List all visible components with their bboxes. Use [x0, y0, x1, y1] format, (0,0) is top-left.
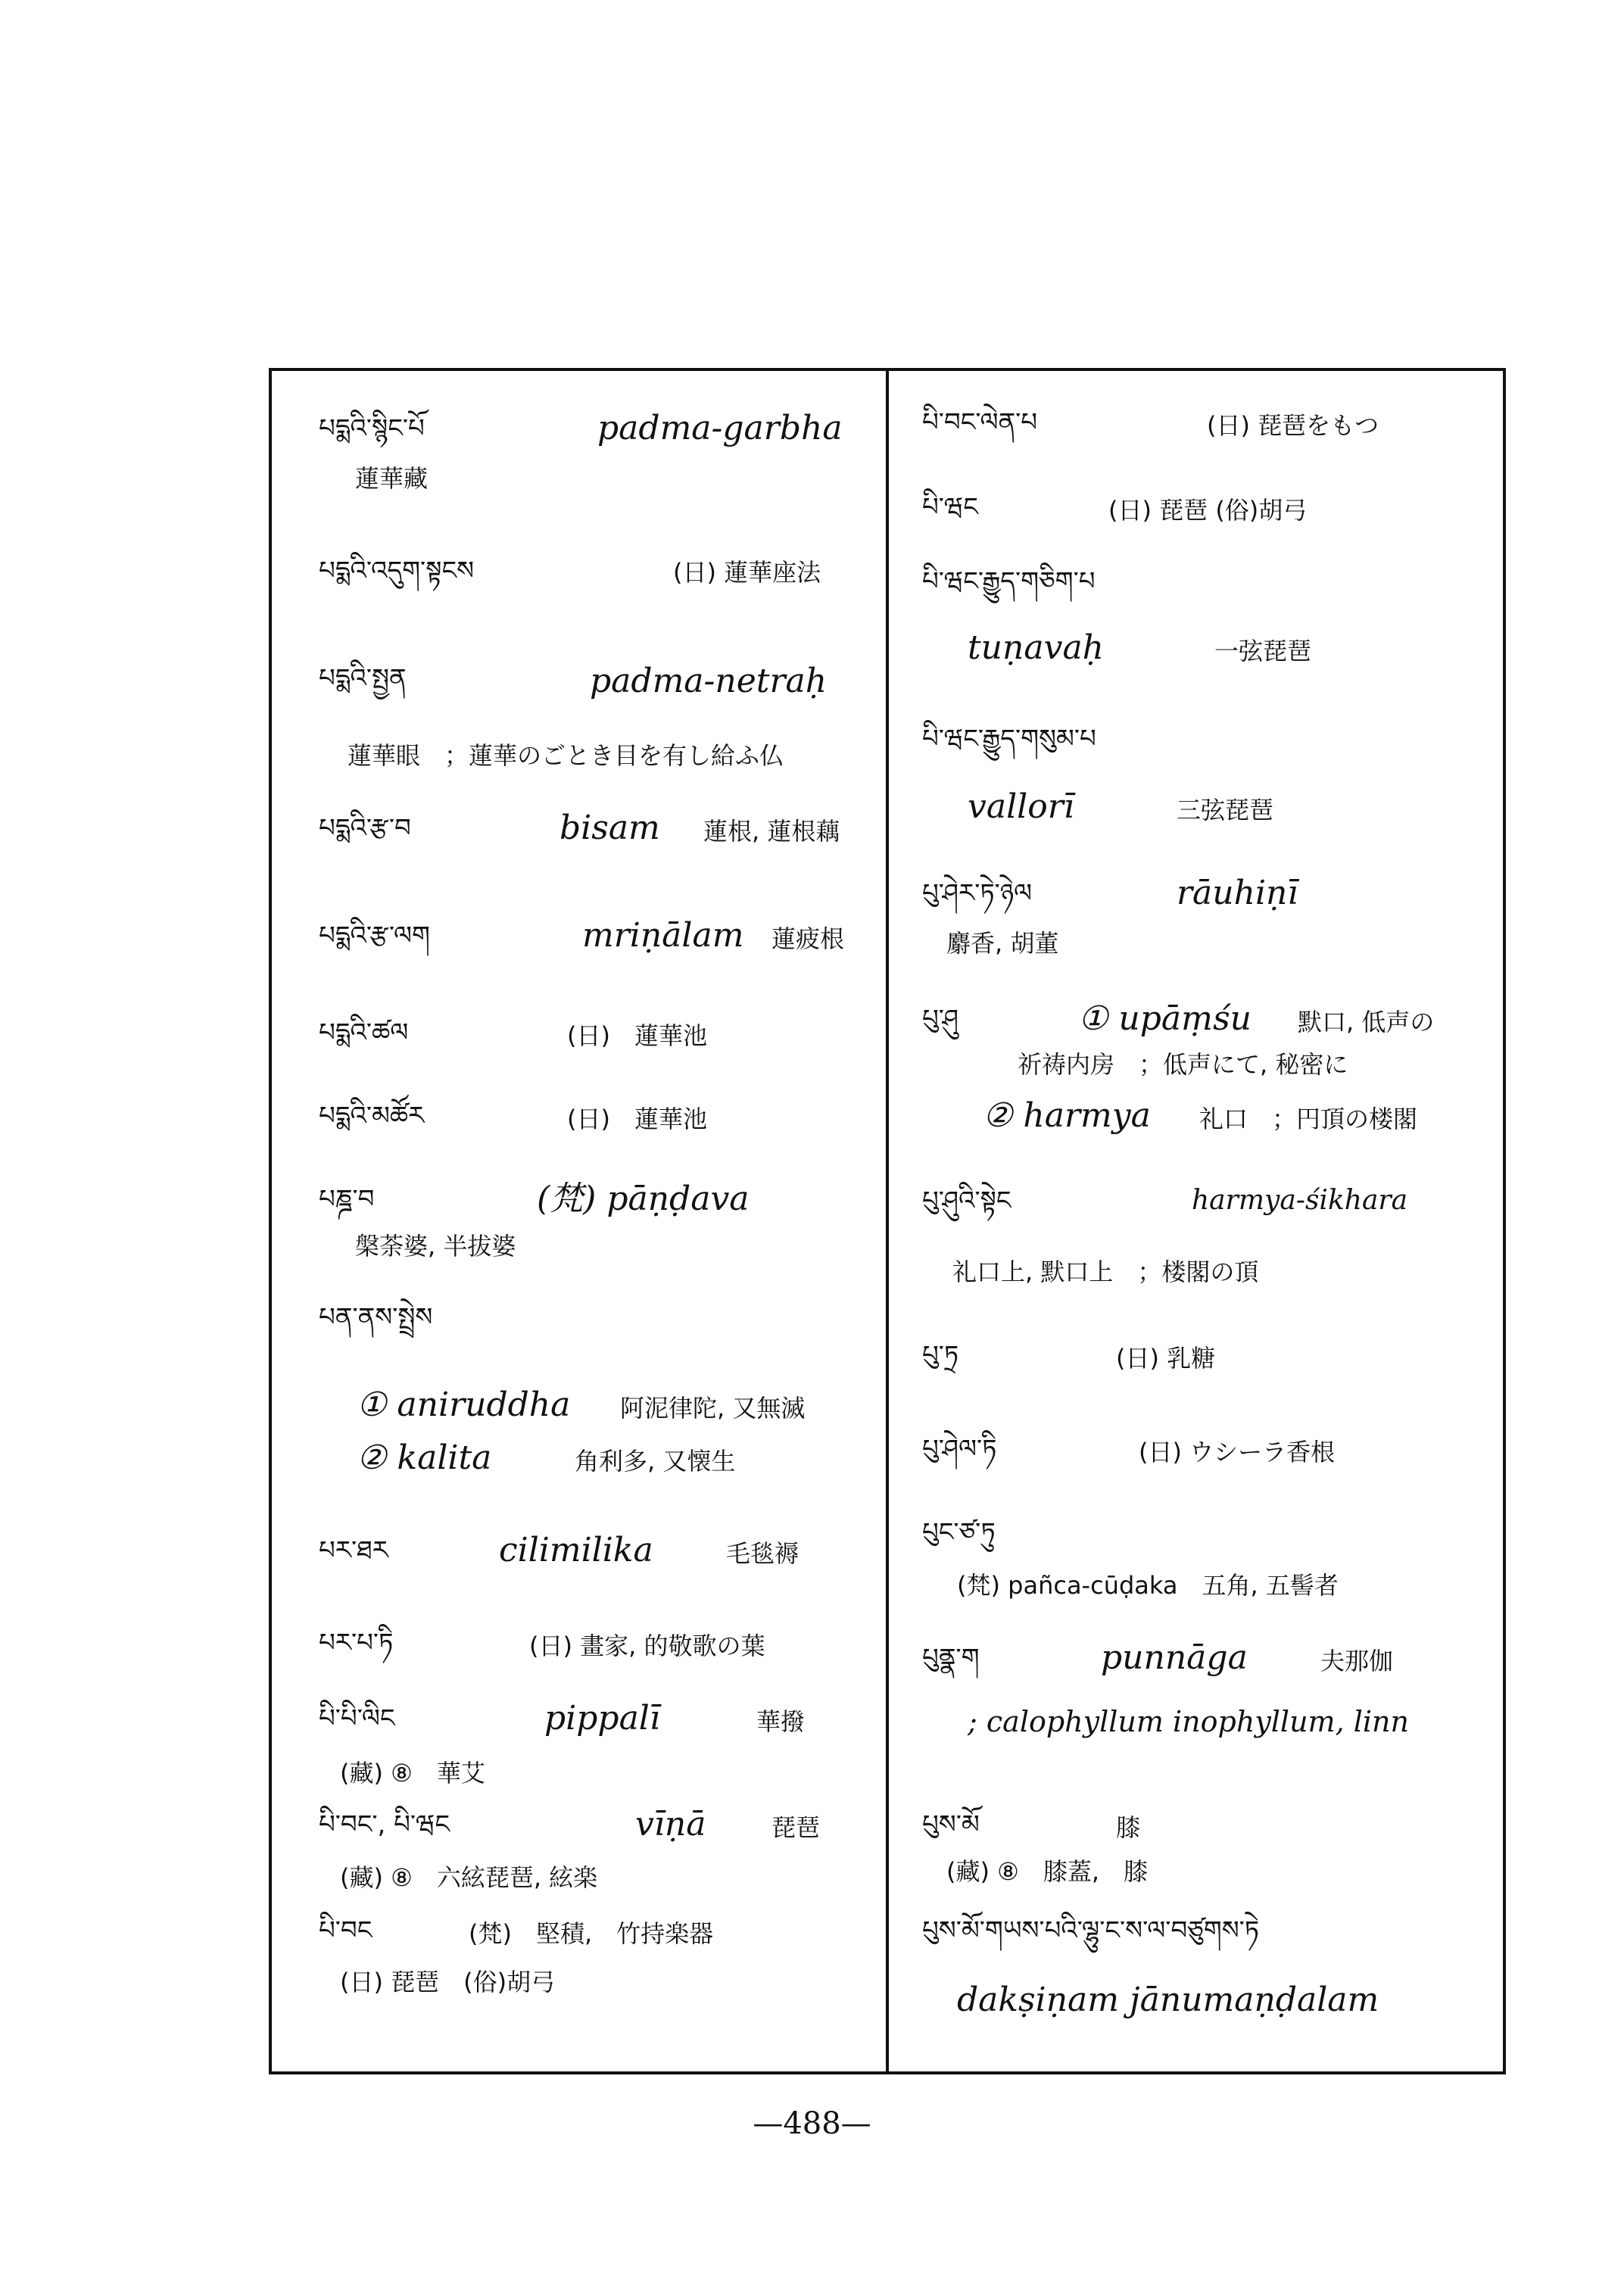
romanized-term: ① upāṃśu — [1078, 999, 1252, 1038]
tibetan-term: པི་ཝང་རྒྱུད་གསུམ་པ — [922, 724, 1096, 754]
entry — [272, 1385, 886, 1428]
tibetan-term: པི་ཝང་རྒྱུད་གཅིག་པ — [922, 566, 1096, 597]
romanized-term: padma-garbha — [597, 409, 843, 447]
tibetan-term: པདྨའི་སྙིང་པོ — [319, 413, 425, 444]
tibetan-term: པི་བང་, པི་ཝང — [319, 1809, 450, 1840]
romanized-term: harmya-śikhara — [1192, 1185, 1408, 1216]
gloss: 蓮華藏 — [355, 464, 429, 493]
tibetan-term: པི་པི་ལིང — [319, 1703, 395, 1734]
entry — [272, 409, 886, 497]
entry — [889, 999, 1503, 1087]
tibetan-term: པི་ཝང — [922, 492, 978, 522]
gloss: (藏) ⑧ 華艾 — [340, 1759, 485, 1788]
tibetan-term: པདྨའི་རྩ་ལག — [319, 921, 430, 951]
tibetan-term: པཎྜ་བ — [319, 1184, 375, 1214]
gloss: 一弦琵琶 — [1214, 637, 1312, 665]
gloss: 華撥 — [756, 1707, 806, 1736]
tibetan-term: པི་བང་ལེན་པ — [922, 407, 1038, 438]
gloss: 礼口 ；円頂の楼閣 — [1199, 1105, 1418, 1133]
romanized-term: tuṇavaḥ — [968, 628, 1105, 667]
entry — [889, 1434, 1503, 1472]
entry — [272, 663, 886, 769]
gloss: 夫那伽 — [1320, 1647, 1394, 1675]
entry — [889, 1517, 1503, 1601]
romanized-term: cilimilika — [499, 1531, 653, 1569]
tibetan-term: པན་ནས་སྤྲེས — [319, 1302, 433, 1332]
tibetan-term: པུས་མོ་གཡས་པའི་ལྷུ་ང་ས་ལ་བཙུགས་ཏེ — [922, 1915, 1260, 1946]
tibetan-term: པདྨའི་འདུག་སྟངས — [319, 556, 475, 586]
page-number: —488— — [753, 2106, 871, 2141]
romanized-term: (梵) pāṇḍava — [537, 1180, 750, 1218]
gloss: 膝 — [1116, 1813, 1141, 1842]
tibetan-term: པདྨའི་རྩ་བ — [319, 813, 411, 843]
entry — [272, 1180, 886, 1267]
entry — [272, 916, 886, 958]
gloss: (日) 蓮華池 — [567, 1105, 707, 1133]
tibetan-term: པི་བང — [319, 1915, 372, 1946]
entry — [889, 566, 1503, 604]
entry — [889, 1096, 1503, 1139]
tibetan-term: པུ་ཤེར་ཏེ་ཉེལ — [922, 878, 1033, 909]
gloss: (梵) pañca-cūḍaka 五角, 五髻者 — [957, 1571, 1339, 1600]
romanized-term: punnāga — [1101, 1638, 1248, 1677]
gloss: 蓮疲根 — [771, 924, 845, 953]
entry — [889, 1809, 1503, 1893]
gloss: (日) 畫家, 的敬歌の葉 — [529, 1632, 765, 1660]
tibetan-term: པུ་ཤེལ་ཏི — [922, 1434, 997, 1464]
entry — [272, 1915, 886, 2006]
gloss: 槃荼婆, 半拔婆 — [355, 1232, 516, 1261]
entry — [889, 1340, 1503, 1378]
gloss: 蓮根, 蓮根藕 — [703, 817, 840, 846]
romanized-term: dakṣiṇam jānumaṇḍalam — [957, 1981, 1379, 2019]
gloss: (日) 琵琶をもつ — [1207, 411, 1379, 440]
gloss: 毛毯褥 — [726, 1539, 800, 1568]
entry — [889, 628, 1503, 671]
entry — [889, 724, 1503, 762]
romanized-term: ① aniruddha — [357, 1385, 571, 1424]
romanized-term: padma-netraḥ — [590, 662, 828, 700]
gloss: 琵琶 — [771, 1813, 821, 1842]
entry — [272, 1302, 886, 1340]
gloss: 默口, 低声の — [1298, 1008, 1435, 1036]
entry — [889, 1915, 1503, 2019]
gloss: 礼口上, 默口上 ；楼閣の頂 — [952, 1258, 1259, 1286]
tibetan-term: པུ་ཤུའི་སྟེང — [922, 1186, 1011, 1216]
gloss: (日) 琵琶 (俗)胡弓 — [340, 1968, 556, 1996]
gloss: (日) 琵琶 (俗)胡弓 — [1108, 496, 1308, 525]
tibetan-term: པདྨའི་སྤྱན — [319, 663, 407, 693]
left-column — [272, 368, 886, 2074]
entry — [889, 1185, 1503, 1286]
gloss: (日) 蓮華座法 — [673, 558, 821, 587]
entry — [272, 556, 886, 594]
entry — [272, 1101, 886, 1139]
entry — [272, 1531, 886, 1573]
entry — [889, 787, 1503, 830]
gloss: (日) ウシーラ香根 — [1139, 1438, 1336, 1466]
gloss: 麝香, 胡董 — [946, 929, 1059, 958]
tibetan-term: པདྨའི་ཚལ — [319, 1018, 409, 1048]
entry — [889, 407, 1503, 445]
tibetan-term: པུ་ཏྲ — [922, 1340, 959, 1370]
gloss: (藏) ⑧ 六絃琵琶, 絃楽 — [340, 1863, 598, 1892]
gloss: (日) 蓮華池 — [567, 1021, 707, 1050]
gloss: 三弦琵琶 — [1177, 796, 1274, 824]
tibetan-term: པར་ཐར — [319, 1535, 388, 1566]
romanized-term: ; calophyllum inophyllum, linn — [968, 1705, 1410, 1738]
gloss: 阿泥律陀, 又無滅 — [620, 1394, 806, 1423]
entry — [272, 1438, 886, 1481]
tibetan-term: པར་པ་ཏི — [319, 1628, 394, 1658]
entry — [272, 1805, 886, 1900]
romanized-term: ② harmya — [983, 1096, 1151, 1135]
tibetan-term: པུནྣ་ག — [922, 1643, 980, 1673]
gloss: (梵) 堅積, 竹持楽器 — [469, 1919, 714, 1948]
gloss: 角利多, 又懐生 — [575, 1447, 736, 1476]
right-column — [889, 368, 1503, 2074]
gloss: 祈祷内房 ；低声にて, 秘密に — [1018, 1050, 1348, 1079]
gloss: (日) 乳糖 — [1116, 1344, 1216, 1373]
romanized-term: mriṇālam — [582, 916, 744, 955]
entry — [272, 1018, 886, 1055]
entry — [272, 1699, 886, 1794]
entry — [272, 1628, 886, 1666]
romanized-term: pippalī — [544, 1699, 660, 1738]
tibetan-term: པུང་ཙ་ཏུ — [922, 1517, 996, 1548]
entry — [889, 492, 1503, 530]
romanized-term: vīṇā — [635, 1805, 706, 1844]
entry — [272, 809, 886, 851]
entry — [889, 1638, 1503, 1738]
tibetan-term: པདྨའི་མཚོར — [319, 1101, 425, 1131]
tibetan-term: པུ་ཤུ — [922, 1004, 959, 1034]
romanized-term: bisam — [560, 809, 660, 847]
romanized-term: rāuhiṇī — [1177, 874, 1298, 912]
entry — [889, 874, 1503, 962]
tibetan-term: པུས་མོ — [922, 1809, 980, 1840]
gloss: 蓮華眼 ；蓮華のごとき目を有し給ふ仏 — [348, 741, 784, 770]
gloss: (藏) ⑧ 膝蓋, 膝 — [946, 1857, 1149, 1886]
romanized-term: vallorī — [968, 787, 1074, 826]
romanized-term: ② kalita — [357, 1438, 492, 1477]
